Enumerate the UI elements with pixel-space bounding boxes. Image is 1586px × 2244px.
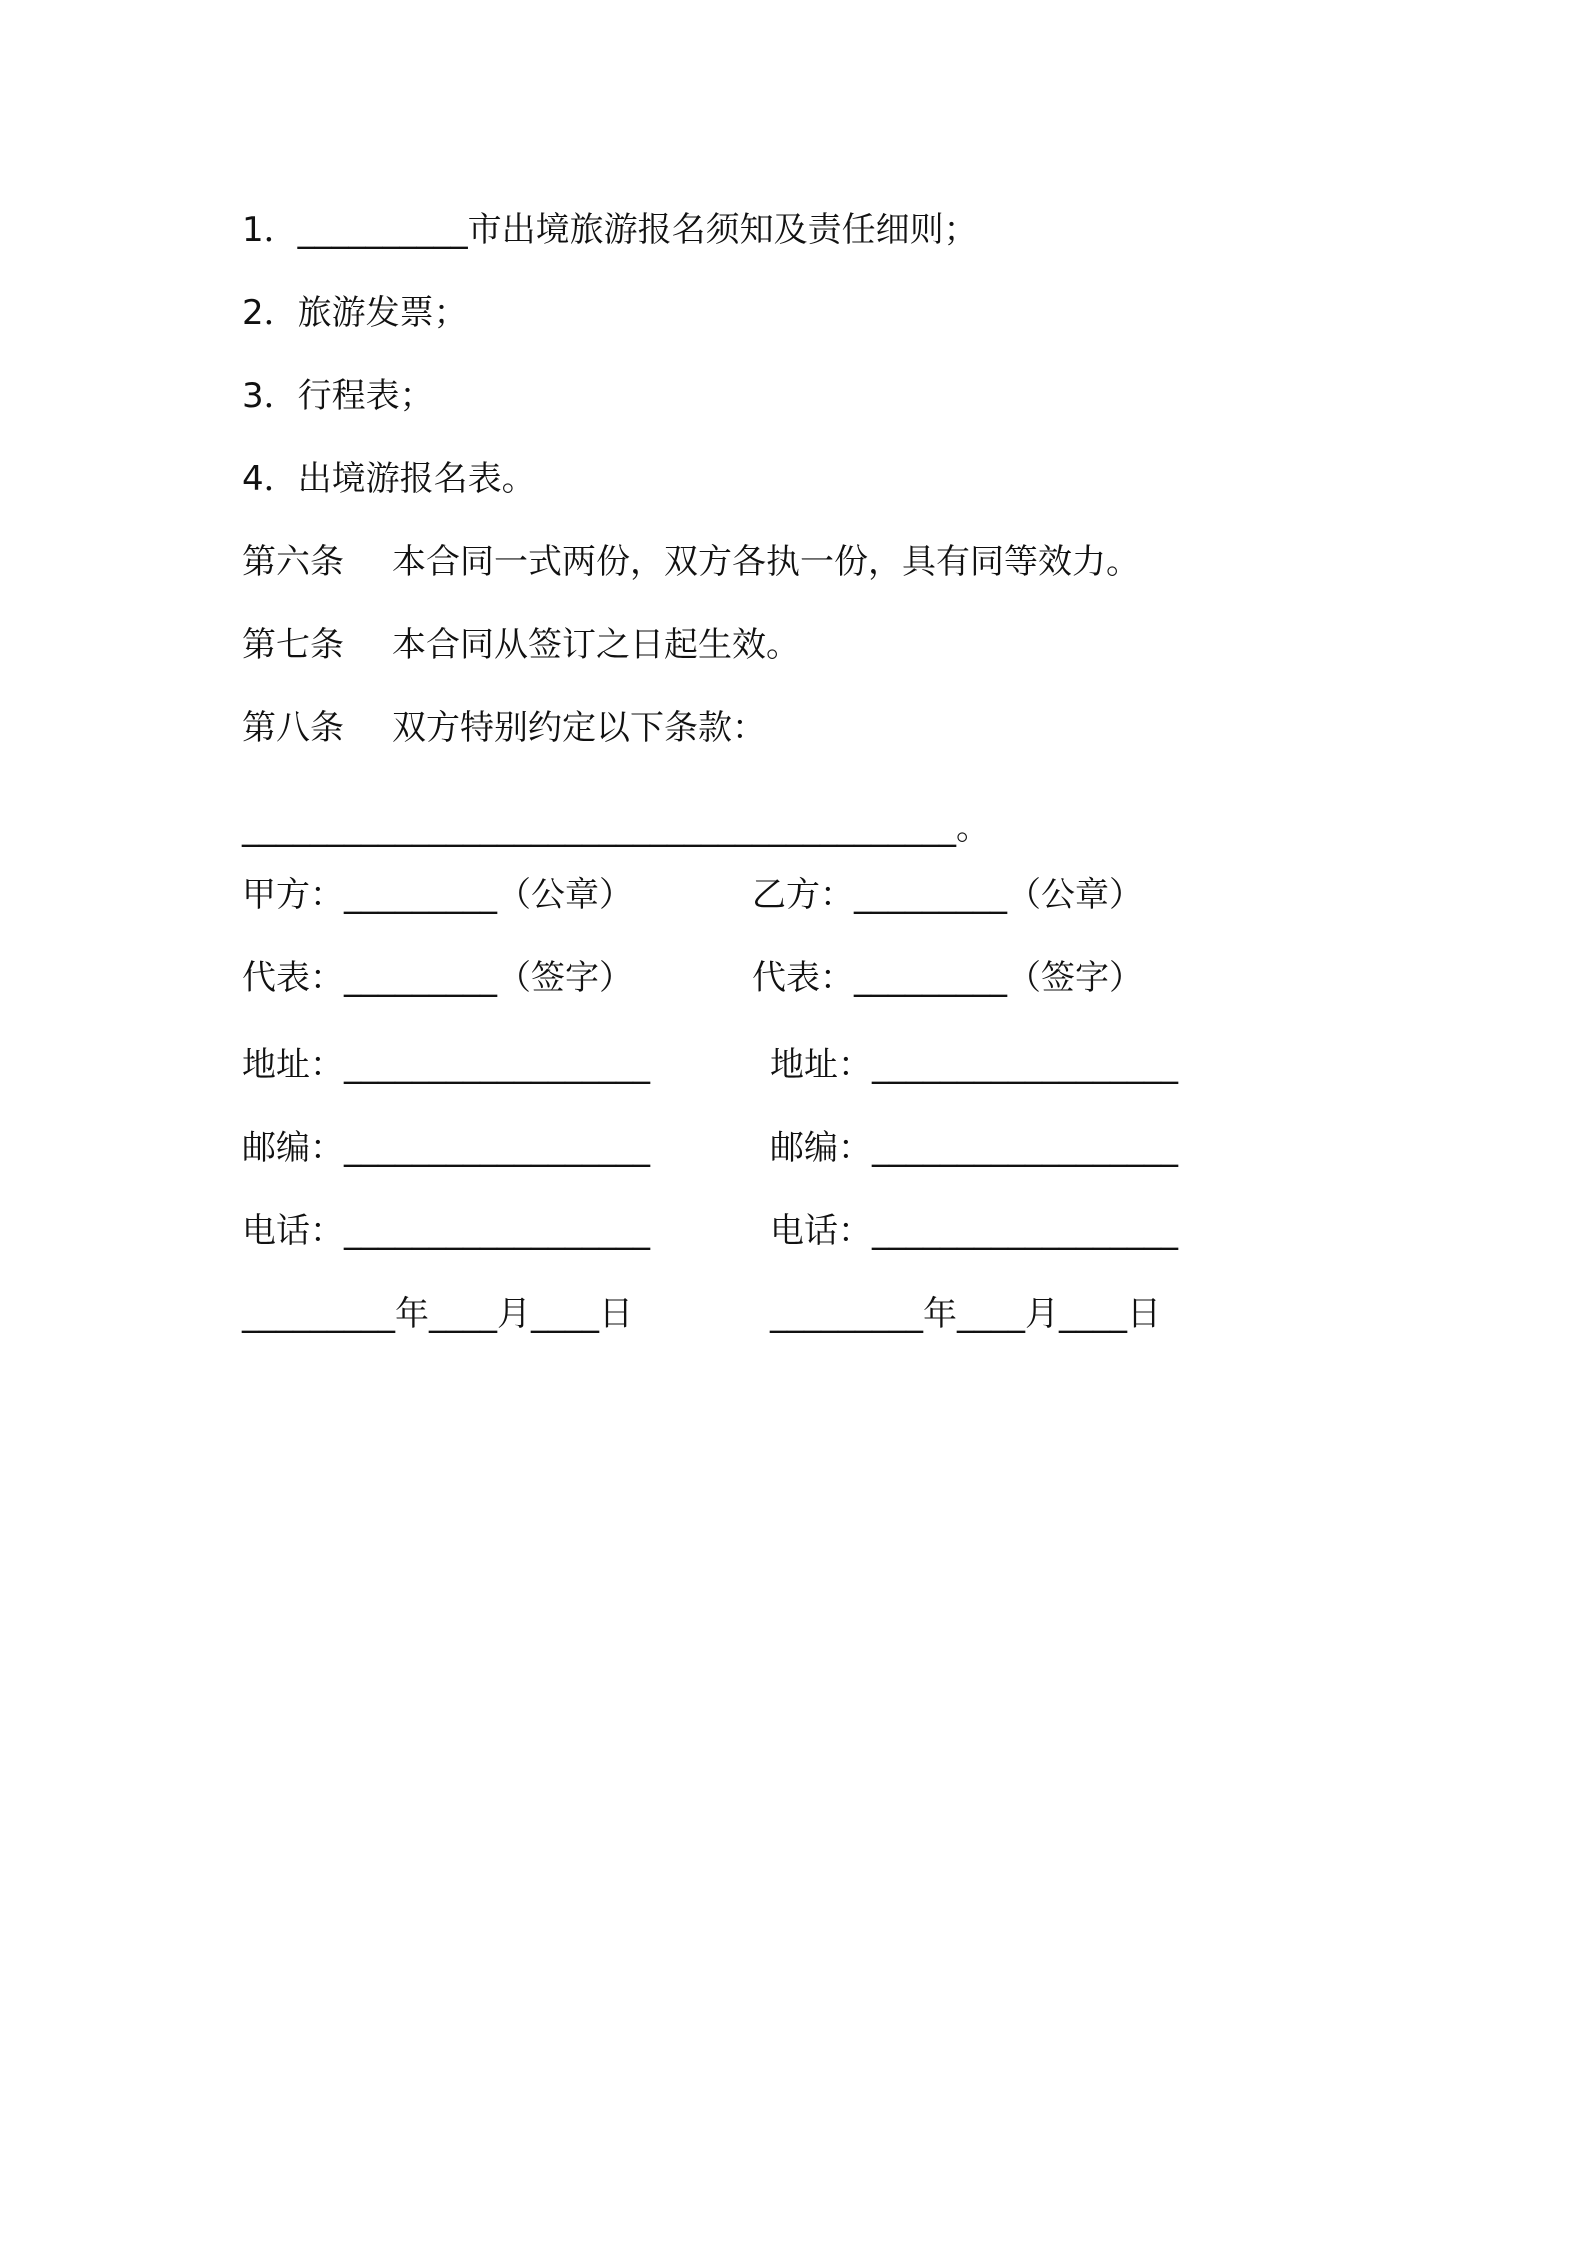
- article-6-text: 本合同一式两份，双方各执一份，具有同等效力。: [392, 542, 1140, 582]
- party-b-postcode: 邮编：__________________: [770, 1128, 1178, 1168]
- party-b-seal: 乙方：_________（公章）: [752, 875, 1143, 915]
- article-8-text: 双方特别约定以下条款：: [392, 708, 766, 748]
- party-b-representative: 代表：_________（签字）: [752, 958, 1143, 998]
- party-b-phone: 电话：__________________: [770, 1211, 1178, 1251]
- attachment-item-4: 4．出境游报名表。: [242, 459, 536, 499]
- article-8: [242, 706, 766, 750]
- article-6-number: 第六条: [242, 542, 344, 582]
- party-a-phone: 电话：__________________: [242, 1211, 650, 1251]
- party-b-address: 地址：__________________: [770, 1045, 1178, 1085]
- article-7-number: 第七条: [242, 625, 344, 665]
- party-a-representative: 代表：_________（签字）: [242, 958, 633, 998]
- attachment-item-3: 3．行程表；: [242, 376, 434, 416]
- article-7-text: 本合同从签订之日起生效。: [392, 625, 800, 665]
- article-7: [242, 623, 800, 667]
- special-terms-blank: __________________________________________。: [242, 808, 990, 848]
- attachment-item-2: 2．旅游发票；: [242, 293, 468, 333]
- party-a-date: _________年____月____日: [242, 1294, 633, 1334]
- attachment-item-1: 1．__________市出境旅游报名须知及责任细则；: [242, 210, 978, 250]
- party-a-postcode: 邮编：__________________: [242, 1128, 650, 1168]
- party-a-address: 地址：__________________: [242, 1045, 650, 1085]
- party-b-date: _________年____月____日: [770, 1294, 1161, 1334]
- article-6: [242, 540, 1140, 584]
- article-8-number: 第八条: [242, 708, 344, 748]
- party-a-seal: 甲方：_________（公章）: [242, 875, 633, 915]
